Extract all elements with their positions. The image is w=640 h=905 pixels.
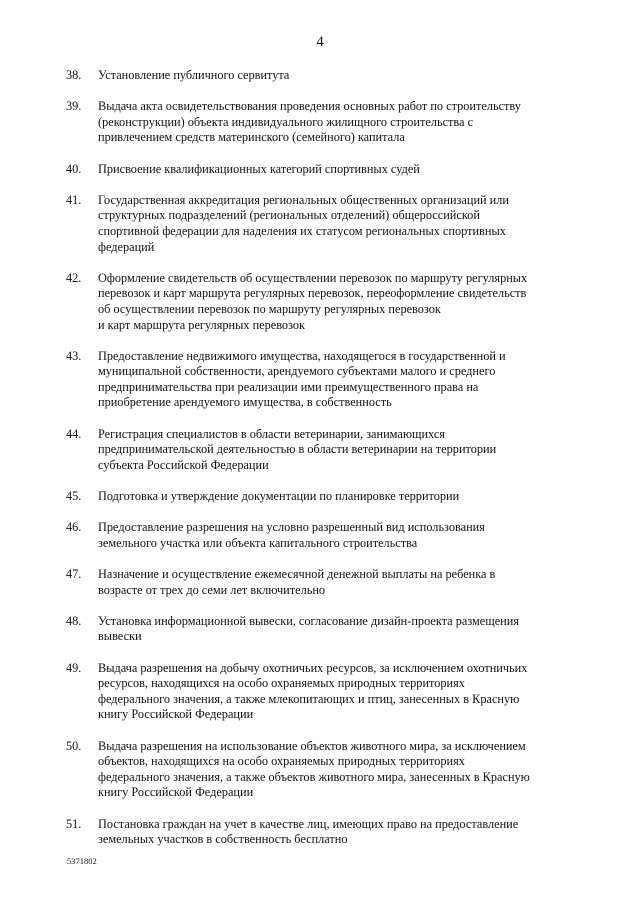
page-number: 4 [316, 34, 324, 50]
item-text: Установка информационной вывески, согласование дизайн-проекта размещения вывески [98, 613, 519, 644]
item-number: 38. [66, 68, 82, 82]
item-text: Предоставление недвижимого имущества, находящегося в государственной и муниципальной собственности, арендуемого субъектами малого и среднего предпринимательства при реализации ими преимущественного права на приобретение арендуемого имущества, в собственность [98, 348, 506, 410]
item-number: 47. [66, 567, 82, 581]
item-text: Присвоение квалификационных категорий спортивных судей [98, 161, 420, 176]
list-item [66, 739, 576, 801]
item-text: Назначение и осуществление ежемесячной денежной выплаты на ребенка в возрасте от трех до семи лет включительно [98, 567, 496, 597]
item-text: Установление публичного сервитута [98, 68, 290, 82]
service-list [66, 68, 576, 863]
list-item [66, 489, 576, 505]
item-text: Государственная аккредитация региональных общественных организаций или структурных подразделений (региональных отделений) общероссийской спортивной федерации для наделения их статусом региональных спортивных федераций [98, 192, 509, 254]
item-number: 42. [66, 270, 82, 285]
item-number: 50. [66, 738, 82, 753]
list-item [66, 520, 576, 551]
list-item [66, 271, 576, 333]
item-number: 48. [66, 613, 82, 628]
item-text: Предоставление разрешения на условно разрешенный вид использования земельного участка или объекта капитального строительства [98, 520, 485, 550]
item-text: Постановка граждан на учет в качестве лиц, имеющих право на предоставление земельных участков в собственность бесплатно [98, 816, 519, 847]
list-item [66, 99, 576, 146]
list-item [66, 68, 576, 84]
list-item [66, 349, 576, 411]
item-number: 49. [66, 660, 82, 675]
list-item [66, 661, 576, 723]
list-item [66, 614, 576, 645]
item-number: 44. [66, 426, 82, 441]
list-item [66, 567, 576, 598]
item-number: 45. [66, 489, 82, 504]
list-item [66, 193, 576, 255]
list-item [66, 162, 576, 178]
item-text: Оформление свидетельств об осуществлении перевозок по маршруту регулярных перевозок и карт маршрута регулярных перевозок, переоформление свидетельств об осуществлении перевозок по маршруту регулярных перевозок и карт маршрута регулярных перевозок [98, 270, 528, 332]
item-text: Выдача разрешения на использование объектов животного мира, за исключением объектов, находящихся на особо охраняемых природных территориях федерального значения, а также объектов животного мира, занесенных в Красную книгу Российской Федерации [98, 738, 530, 800]
item-text: Регистрация специалистов в области ветеринарии, занимающихся предпринимательской деятельностью в области ветеринарии на территории субъекта Российской Федерации [98, 426, 497, 472]
list-item [66, 427, 576, 474]
item-number: 43. [66, 348, 82, 363]
item-number: 40. [66, 161, 82, 176]
item-text: Подготовка и утверждение документации по планировке территории [98, 489, 460, 504]
document-code: 5371802 [67, 856, 97, 866]
item-number: 51. [66, 816, 82, 831]
item-number: 41. [66, 192, 82, 207]
item-text: Выдача разрешения на добычу охотничьих ресурсов, за исключением охотничьих ресурсов, находящихся на особо охраняемых природных территориях федерального значения, а также млекопитающих и птиц, занесенных в Красную книгу Российской Федерации [98, 660, 528, 722]
item-number: 46. [66, 520, 82, 535]
list-item [66, 817, 576, 848]
item-number: 39. [66, 99, 82, 114]
item-text: Выдача акта освидетельствования проведения основных работ по строительству (реконструкции) объекта индивидуального жилищного строительства с привлечением средств материнского (семейного) капитала [98, 99, 521, 145]
